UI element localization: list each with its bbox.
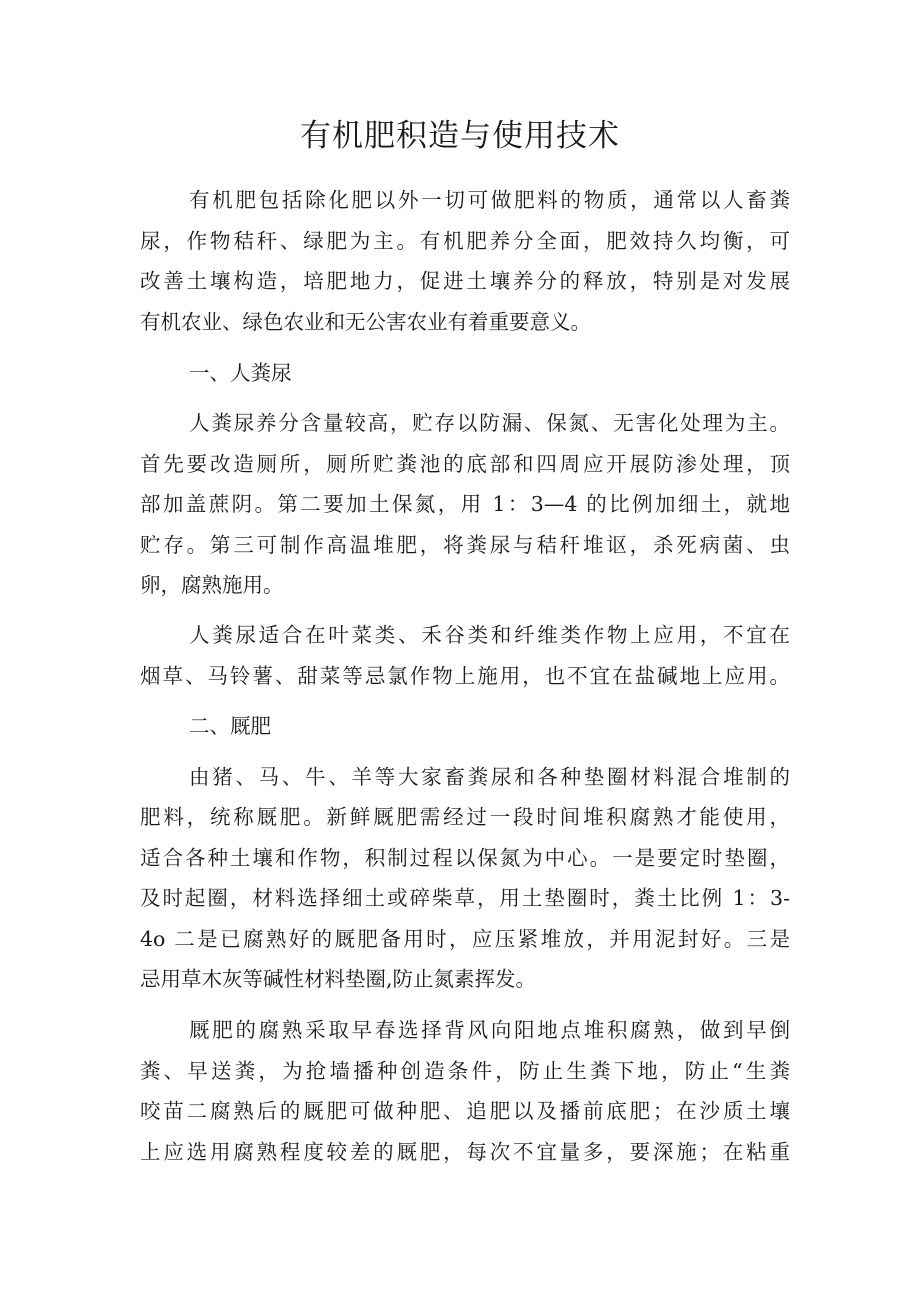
paragraph-line: 有机农业、绿色农业和无公害农业有着重要意义。 [140,310,591,334]
paragraph-line: 尿，作物秸秆、绿肥为主。有机肥养分全面，肥效持久均衡，可 [140,229,790,253]
paragraph-line: 烟草、马铃薯、甜菜等忌氯作物上施用，也不宜在盐碱地上应用。 [140,664,790,688]
paragraph-line: 人粪尿适合在叶菜类、禾谷类和纤维类作物上应用，不宜在 [189,623,790,647]
paragraph-line: 粪、早送粪，为抢墙播种创造条件，防止生粪下地，防止“生粪 [140,1059,790,1083]
paragraph-line: 及时起圈，材料选择细土或碎柴草，用土垫圈时，粪土比例 1：3- [140,886,790,910]
section-heading: 一、人粪尿 [189,361,292,385]
paragraph-line: 厩肥的腐熟采取早春选择背风向阳地点堆积腐熟，做到早倒 [189,1018,790,1042]
paragraph-line: 贮存。第三可制作高温堆肥，将粪尿与秸秆堆讴，杀死病菌、虫 [140,533,790,557]
paragraph-line: 人粪尿养分含量较高，贮存以防漏、保氮、无害化处理为主。 [189,411,790,435]
paragraph-line: 上应选用腐熟程度较差的厩肥，每次不宜量多，要深施；在粘重 [140,1140,790,1164]
paragraph-line: 部加盖蔗阴。第二要加土保氮，用 1：3—4 的比例加细土，就地 [140,492,790,516]
paragraph-line: 首先要改造厕所，厕所贮粪池的底部和四周应开展防渗处理，顶 [140,452,790,476]
paragraph-line: 由猪、马、牛、羊等大家畜粪尿和各种垫圈材料混合堆制的 [189,765,790,789]
section-heading: 二、厩肥 [189,714,271,738]
paragraph-line: 咬苗二腐熟后的厩肥可做种肥、追肥以及播前底肥；在沙质土壤 [140,1099,790,1123]
paragraph-line: 有机肥包括除化肥以外一切可做肥料的物质，通常以人畜粪 [189,188,790,212]
paragraph-line: 卵，腐熟施用。 [140,573,284,597]
paragraph-line: 改善土壤构造，培肥地力，促进土壤养分的释放，特别是对发展 [140,269,790,293]
paragraph-line: 忌用草木灰等碱性材料垫圈,防止氮素挥发。 [140,967,537,991]
paragraph-line: 4o 二是已腐熟好的厩肥备用时，应压紧堆放，并用泥封好。三是 [140,927,790,951]
paragraph-line: 适合各种土壤和作物，积制过程以保氮为中心。一是要定时垫圈， [140,846,790,870]
document-title: 有机肥积造与使用技术 [300,118,620,154]
paragraph-line: 肥料，统称厩肥。新鲜厩肥需经过一段时间堆积腐熟才能使用， [140,805,790,829]
